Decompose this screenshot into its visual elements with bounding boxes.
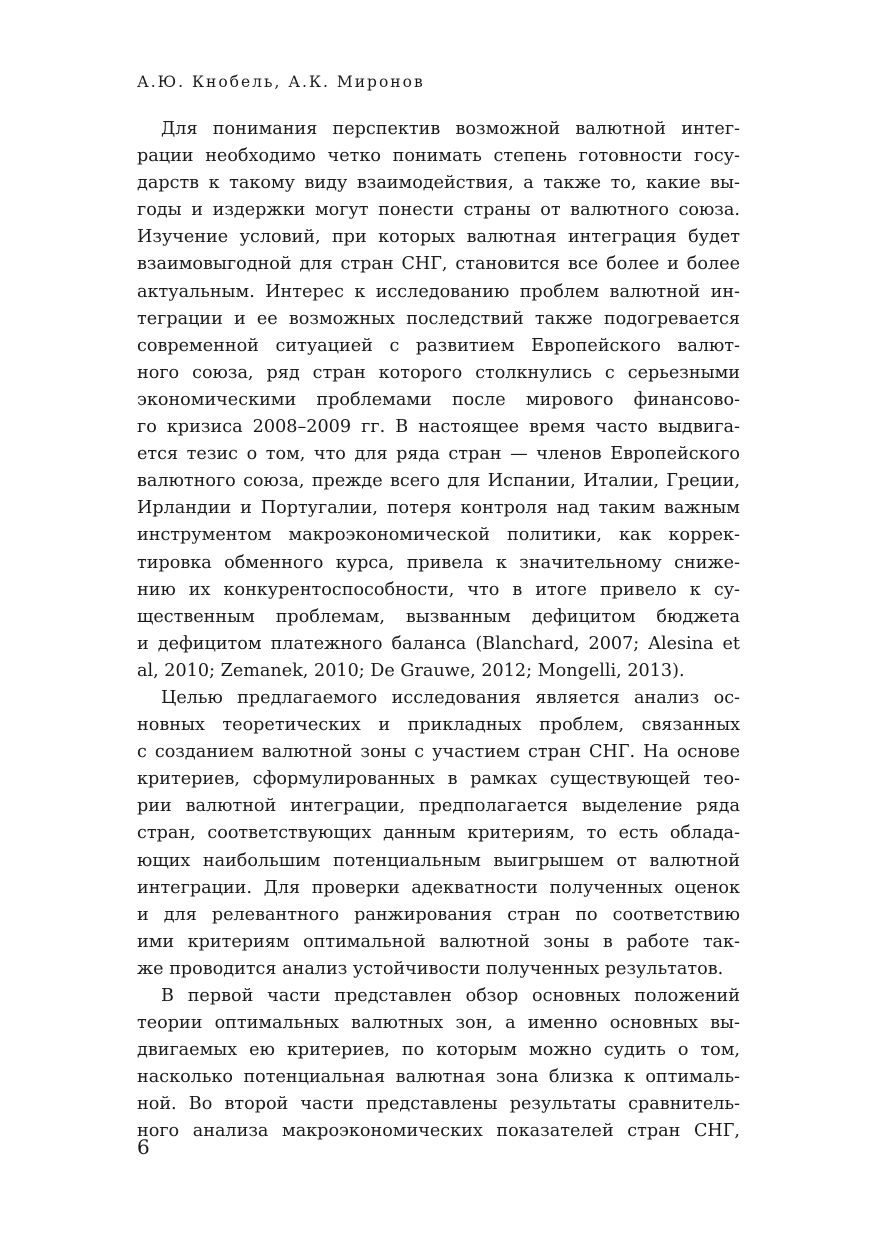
text-line: Ирландии и Португалии, потеря контроля над таким важным: [137, 498, 740, 519]
text-line: В первой части представлен обзор основных положений: [161, 986, 740, 1006]
text-line: с созданием валютной зоны с участием стран СНГ. На основе: [137, 742, 740, 763]
text-line: современной ситуацией с развитием Европейского валют-: [137, 335, 740, 356]
text-line: теории оптимальных валютных зон, а именно основных вы-: [137, 1013, 740, 1034]
text-line: Для понимания перспектив возможной валютной интег-: [161, 119, 740, 139]
text-line: Целью предлагаемого исследования является анализ ос-: [161, 687, 740, 708]
text-line: рации необходимо четко понимать степень готовности госу-: [137, 146, 740, 167]
text-line: критериев, сформулированных в рамках существующей тео-: [137, 769, 740, 790]
text-line: валютного союза, прежде всего для Испании, Италии, Греции,: [137, 471, 740, 492]
text-line: ного анализа макроэкономических показателей стран СНГ,: [137, 1121, 740, 1142]
text-line: дарств к такому виду взаимодействия, а также то, какие вы-: [137, 173, 740, 194]
text-line: ется тезис о том, что для ряда стран — членов Европейского: [137, 444, 740, 465]
text-line: насколько потенциальная валютная зона близка к оптималь-: [137, 1067, 740, 1088]
text-line: годы и издержки могут понести страны от валютного союза.: [137, 200, 740, 221]
text-line: Изучение условий, при которых валютная интеграция будет: [137, 227, 740, 248]
text-line: интеграции. Для проверки адекватности полученных оценок: [137, 877, 740, 898]
text-line: ющих наибольшим потенциальным выигрышем от валютной: [137, 850, 740, 871]
text-line: инструментом макроэкономической политики, как коррек-: [137, 525, 740, 546]
page-number: 6: [137, 1135, 150, 1159]
body-text: [137, 116, 740, 1146]
text-line: теграции и ее возможных последствий также подогревается: [137, 308, 740, 329]
text-line: тировка обменного курса, привела к значительному сниже-: [137, 552, 740, 573]
text-line: и дефицитом платежного баланса (Blanchard, 2007; Alesina et: [137, 633, 740, 654]
text-line: нию их конкурентоспособности, что в итоге привело к су-: [137, 579, 740, 600]
text-line: новных теоретических и прикладных проблем, связанных: [137, 715, 740, 736]
text-line: ной. Во второй части представлены результаты сравнитель-: [137, 1094, 740, 1115]
text-line: стран, соответствующих данным критериям, то есть облада-: [137, 823, 740, 844]
text-line: ими критериям оптимальной валютной зоны в работе так-: [137, 931, 740, 952]
text-line: двигаемых ею критериев, по которым можно судить о том,: [137, 1040, 740, 1061]
text-line: го кризиса 2008–2009 гг. В настоящее время часто выдвига-: [137, 417, 740, 438]
text-line: щественным проблемам, вызванным дефицитом бюджета: [137, 606, 740, 627]
text-line: взаимовыгодной для стран СНГ, становится все более и более: [137, 254, 740, 275]
text-line: al, 2010; Zemanek, 2010; De Grauwe, 2012; Mongelli, 2013).: [137, 660, 685, 681]
text-line: ного союза, ряд стран которого столкнулись с серьезными: [137, 362, 740, 383]
text-line: экономическими проблемами после мирового финансово-: [137, 389, 740, 410]
text-line: рии валютной интеграции, предполагается выделение ряда: [137, 796, 740, 817]
text-line: же проводится анализ устойчивости полученных результатов.: [137, 958, 724, 979]
running-head: А.Ю. Кнобель, А.К. Миронов: [137, 73, 425, 91]
text-line: и для релевантного ранжирования стран по соответствию: [137, 904, 740, 925]
text-line: актуальным. Интерес к исследованию проблем валютной ин-: [137, 281, 740, 302]
